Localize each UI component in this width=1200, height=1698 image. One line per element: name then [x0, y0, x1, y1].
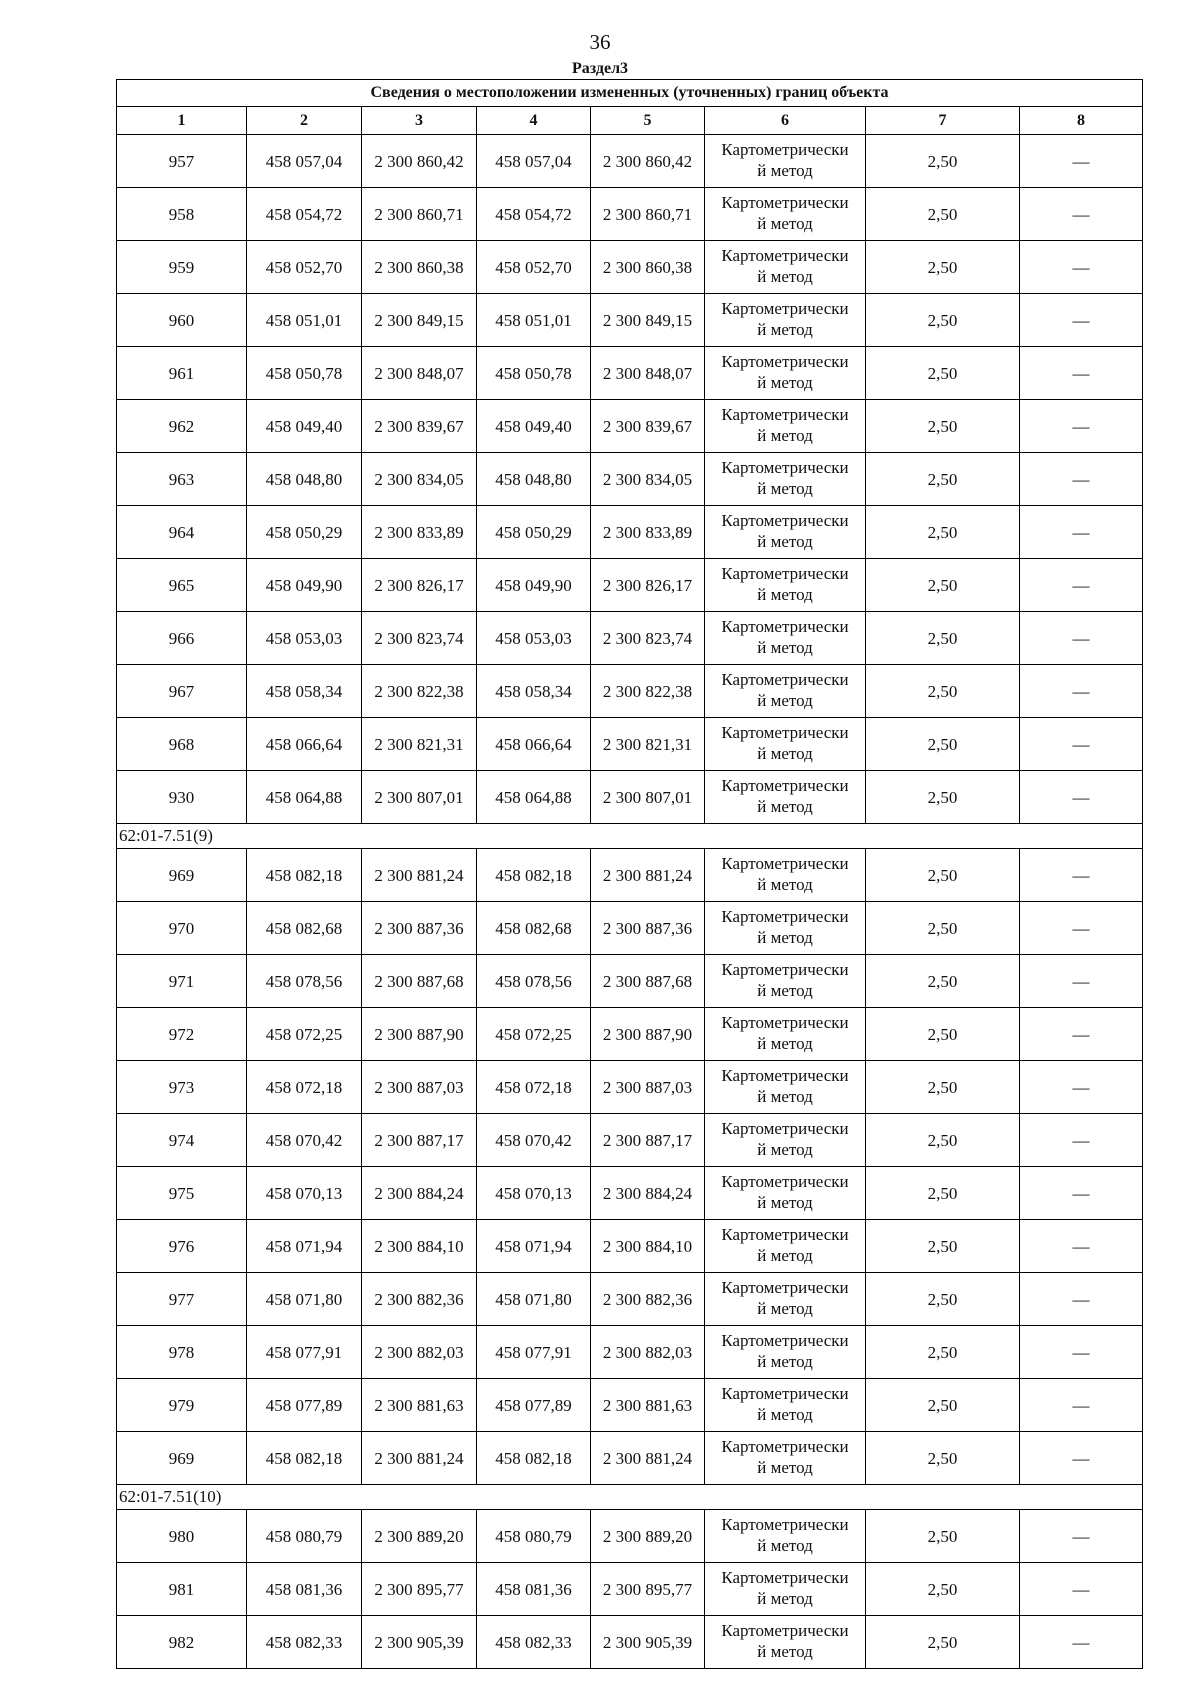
cell-x-existing: 458 054,72 — [247, 188, 362, 241]
cell-y-existing: 2 300 887,68 — [362, 955, 477, 1008]
cell-accuracy: 2,50 — [866, 241, 1020, 294]
cell-accuracy: 2,50 — [866, 1616, 1020, 1669]
cell-method: Картометрически й метод — [705, 718, 866, 771]
table-row — [117, 241, 1143, 294]
table-row — [117, 955, 1143, 1008]
cell-y-existing: 2 300 860,71 — [362, 188, 477, 241]
cell-point-number: 975 — [117, 1167, 247, 1220]
table-row — [117, 902, 1143, 955]
cell-y-existing: 2 300 887,17 — [362, 1114, 477, 1167]
table-row — [117, 559, 1143, 612]
cell-x-refined: 458 070,13 — [477, 1167, 591, 1220]
cell-y-existing: 2 300 881,63 — [362, 1379, 477, 1432]
cell-y-existing: 2 300 860,38 — [362, 241, 477, 294]
cell-accuracy: 2,50 — [866, 902, 1020, 955]
cell-method: Картометрически й метод — [705, 1326, 866, 1379]
cell-y-existing: 2 300 833,89 — [362, 506, 477, 559]
cell-point-number: 967 — [117, 665, 247, 718]
cell-y-refined: 2 300 887,03 — [591, 1061, 705, 1114]
cell-point-number: 958 — [117, 188, 247, 241]
cell-y-refined: 2 300 884,10 — [591, 1220, 705, 1273]
cell-point-number: 962 — [117, 400, 247, 453]
cell-y-refined: 2 300 860,71 — [591, 188, 705, 241]
cell-y-refined: 2 300 889,20 — [591, 1510, 705, 1563]
cell-accuracy: 2,50 — [866, 955, 1020, 1008]
cell-y-refined: 2 300 905,39 — [591, 1616, 705, 1669]
table-title-row — [117, 80, 1143, 107]
cell-y-refined: 2 300 834,05 — [591, 453, 705, 506]
table-row — [117, 1061, 1143, 1114]
cell-accuracy: 2,50 — [866, 1220, 1020, 1273]
cell-point-number: 965 — [117, 559, 247, 612]
cell-y-existing: 2 300 881,24 — [362, 1432, 477, 1485]
cell-point-number: 980 — [117, 1510, 247, 1563]
cell-x-refined: 458 071,80 — [477, 1273, 591, 1326]
cell-point-number: 964 — [117, 506, 247, 559]
cell-y-existing: 2 300 821,31 — [362, 718, 477, 771]
cell-method: Картометрически й метод — [705, 559, 866, 612]
cell-method: Картометрически й метод — [705, 1616, 866, 1669]
cell-x-refined: 458 070,42 — [477, 1114, 591, 1167]
cell-accuracy: 2,50 — [866, 665, 1020, 718]
cell-method: Картометрически й метод — [705, 1510, 866, 1563]
table-row — [117, 506, 1143, 559]
cell-y-refined: 2 300 833,89 — [591, 506, 705, 559]
table-row — [117, 665, 1143, 718]
cell-method: Картометрически й метод — [705, 1432, 866, 1485]
cell-method: Картометрически й метод — [705, 347, 866, 400]
cell-description: — — [1020, 1114, 1143, 1167]
cell-method: Картометрически й метод — [705, 506, 866, 559]
cell-point-number: 978 — [117, 1326, 247, 1379]
cell-method: Картометрически й метод — [705, 1273, 866, 1326]
cell-x-existing: 458 049,40 — [247, 400, 362, 453]
cell-y-existing: 2 300 807,01 — [362, 771, 477, 824]
column-number-row — [117, 107, 1143, 135]
cell-y-refined: 2 300 881,24 — [591, 849, 705, 902]
column-number-header: 6 — [705, 107, 866, 135]
cell-x-refined: 458 082,18 — [477, 1432, 591, 1485]
cell-y-refined: 2 300 881,24 — [591, 1432, 705, 1485]
table-row — [117, 1114, 1143, 1167]
group-label-row — [117, 1485, 1143, 1510]
cell-y-existing: 2 300 848,07 — [362, 347, 477, 400]
cell-x-existing: 458 072,18 — [247, 1061, 362, 1114]
group-label: 62:01-7.51(9) — [117, 824, 1143, 849]
cell-y-existing: 2 300 881,24 — [362, 849, 477, 902]
cell-y-refined: 2 300 823,74 — [591, 612, 705, 665]
cell-point-number: 974 — [117, 1114, 247, 1167]
cell-x-existing: 458 058,34 — [247, 665, 362, 718]
table-row — [117, 849, 1143, 902]
cell-x-refined: 458 049,40 — [477, 400, 591, 453]
cell-description: — — [1020, 135, 1143, 188]
cell-x-refined: 458 082,33 — [477, 1616, 591, 1669]
cell-description: — — [1020, 612, 1143, 665]
cell-method: Картометрически й метод — [705, 1220, 866, 1273]
cell-y-refined: 2 300 821,31 — [591, 718, 705, 771]
cell-point-number: 969 — [117, 1432, 247, 1485]
cell-method: Картометрически й метод — [705, 1114, 866, 1167]
cell-point-number: 970 — [117, 902, 247, 955]
cell-x-refined: 458 072,25 — [477, 1008, 591, 1061]
cell-accuracy: 2,50 — [866, 849, 1020, 902]
table-row — [117, 1008, 1143, 1061]
cell-x-existing: 458 082,18 — [247, 849, 362, 902]
cell-x-existing: 458 049,90 — [247, 559, 362, 612]
cell-method: Картометрически й метод — [705, 135, 866, 188]
cell-point-number: 963 — [117, 453, 247, 506]
cell-y-existing: 2 300 826,17 — [362, 559, 477, 612]
cell-y-refined: 2 300 887,90 — [591, 1008, 705, 1061]
cell-y-refined: 2 300 860,42 — [591, 135, 705, 188]
cell-description: — — [1020, 559, 1143, 612]
cell-x-existing: 458 050,29 — [247, 506, 362, 559]
cell-y-existing: 2 300 889,20 — [362, 1510, 477, 1563]
cell-y-refined: 2 300 887,36 — [591, 902, 705, 955]
section-label: Раздел3 — [571, 60, 629, 77]
cell-point-number: 957 — [117, 135, 247, 188]
cell-x-refined: 458 058,34 — [477, 665, 591, 718]
cell-accuracy: 2,50 — [866, 400, 1020, 453]
cell-x-refined: 458 081,36 — [477, 1563, 591, 1616]
cell-x-refined: 458 049,90 — [477, 559, 591, 612]
cell-accuracy: 2,50 — [866, 135, 1020, 188]
table-row — [117, 1167, 1143, 1220]
cell-description: — — [1020, 1273, 1143, 1326]
table-row — [117, 400, 1143, 453]
cell-point-number: 982 — [117, 1616, 247, 1669]
table-row — [117, 1273, 1143, 1326]
cell-x-existing: 458 064,88 — [247, 771, 362, 824]
cell-description: — — [1020, 1220, 1143, 1273]
cell-description: — — [1020, 718, 1143, 771]
cell-x-refined: 458 057,04 — [477, 135, 591, 188]
cell-y-existing: 2 300 860,42 — [362, 135, 477, 188]
cell-x-existing: 458 082,18 — [247, 1432, 362, 1485]
cell-y-refined: 2 300 887,68 — [591, 955, 705, 1008]
cell-y-refined: 2 300 887,17 — [591, 1114, 705, 1167]
cell-y-existing: 2 300 884,10 — [362, 1220, 477, 1273]
cell-x-refined: 458 051,01 — [477, 294, 591, 347]
cell-x-existing: 458 052,70 — [247, 241, 362, 294]
table-body — [117, 135, 1143, 1669]
cell-accuracy: 2,50 — [866, 771, 1020, 824]
table-title: Сведения о местоположении измененных (уточненных) границ объекта — [117, 80, 1143, 107]
cell-description: — — [1020, 1432, 1143, 1485]
cell-y-refined: 2 300 882,03 — [591, 1326, 705, 1379]
table-row — [117, 1510, 1143, 1563]
cell-description: — — [1020, 294, 1143, 347]
column-number-header: 8 — [1020, 107, 1143, 135]
cell-accuracy: 2,50 — [866, 1563, 1020, 1616]
cell-description: — — [1020, 1616, 1143, 1669]
cell-description: — — [1020, 1167, 1143, 1220]
cell-method: Картометрически й метод — [705, 188, 866, 241]
cell-description: — — [1020, 1061, 1143, 1114]
table-row — [117, 1220, 1143, 1273]
group-label-row — [117, 824, 1143, 849]
cell-point-number: 981 — [117, 1563, 247, 1616]
cell-x-existing: 458 071,94 — [247, 1220, 362, 1273]
cell-point-number: 977 — [117, 1273, 247, 1326]
cell-y-existing: 2 300 882,36 — [362, 1273, 477, 1326]
cell-method: Картометрически й метод — [705, 1008, 866, 1061]
cell-method: Картометрически й метод — [705, 1167, 866, 1220]
cell-description: — — [1020, 1563, 1143, 1616]
cell-accuracy: 2,50 — [866, 1167, 1020, 1220]
cell-description: — — [1020, 453, 1143, 506]
cell-description: — — [1020, 1379, 1143, 1432]
cell-x-existing: 458 051,01 — [247, 294, 362, 347]
cell-x-existing: 458 070,13 — [247, 1167, 362, 1220]
cell-description: — — [1020, 241, 1143, 294]
cell-method: Картометрически й метод — [705, 1061, 866, 1114]
cell-x-refined: 458 072,18 — [477, 1061, 591, 1114]
cell-point-number: 930 — [117, 771, 247, 824]
cell-y-refined: 2 300 848,07 — [591, 347, 705, 400]
cell-y-existing: 2 300 839,67 — [362, 400, 477, 453]
cell-method: Картометрически й метод — [705, 612, 866, 665]
cell-accuracy: 2,50 — [866, 1061, 1020, 1114]
cell-point-number: 979 — [117, 1379, 247, 1432]
cell-point-number: 959 — [117, 241, 247, 294]
cell-x-refined: 458 052,70 — [477, 241, 591, 294]
cell-description: — — [1020, 849, 1143, 902]
cell-x-refined: 458 048,80 — [477, 453, 591, 506]
cell-description: — — [1020, 400, 1143, 453]
cell-accuracy: 2,50 — [866, 559, 1020, 612]
cell-x-refined: 458 066,64 — [477, 718, 591, 771]
cell-point-number: 966 — [117, 612, 247, 665]
column-number-header: 5 — [591, 107, 705, 135]
cell-point-number: 968 — [117, 718, 247, 771]
cell-method: Картометрически й метод — [705, 665, 866, 718]
cell-y-existing: 2 300 823,74 — [362, 612, 477, 665]
cell-x-refined: 458 077,89 — [477, 1379, 591, 1432]
column-number-header: 7 — [866, 107, 1020, 135]
cell-accuracy: 2,50 — [866, 294, 1020, 347]
cell-description: — — [1020, 188, 1143, 241]
cell-x-refined: 458 050,29 — [477, 506, 591, 559]
column-number-header: 4 — [477, 107, 591, 135]
cell-x-refined: 458 082,68 — [477, 902, 591, 955]
cell-accuracy: 2,50 — [866, 1008, 1020, 1061]
cell-accuracy: 2,50 — [866, 1379, 1020, 1432]
cell-x-refined: 458 078,56 — [477, 955, 591, 1008]
cell-x-refined: 458 064,88 — [477, 771, 591, 824]
cell-y-refined: 2 300 881,63 — [591, 1379, 705, 1432]
cell-y-existing: 2 300 882,03 — [362, 1326, 477, 1379]
cell-y-existing: 2 300 895,77 — [362, 1563, 477, 1616]
cell-x-existing: 458 072,25 — [247, 1008, 362, 1061]
cell-accuracy: 2,50 — [866, 188, 1020, 241]
cell-method: Картометрически й метод — [705, 453, 866, 506]
cell-description: — — [1020, 665, 1143, 718]
cell-x-existing: 458 082,68 — [247, 902, 362, 955]
cell-x-existing: 458 077,91 — [247, 1326, 362, 1379]
cell-x-existing: 458 082,33 — [247, 1616, 362, 1669]
cell-accuracy: 2,50 — [866, 347, 1020, 400]
cell-description: — — [1020, 1510, 1143, 1563]
cell-accuracy: 2,50 — [866, 1273, 1020, 1326]
cell-x-existing: 458 053,03 — [247, 612, 362, 665]
cell-method: Картометрически й метод — [705, 955, 866, 1008]
cell-y-existing: 2 300 834,05 — [362, 453, 477, 506]
cell-method: Картометрически й метод — [705, 400, 866, 453]
cell-point-number: 973 — [117, 1061, 247, 1114]
cell-method: Картометрически й метод — [705, 771, 866, 824]
cell-point-number: 971 — [117, 955, 247, 1008]
table-row — [117, 1563, 1143, 1616]
cell-description: — — [1020, 902, 1143, 955]
table-row — [117, 294, 1143, 347]
cell-y-refined: 2 300 884,24 — [591, 1167, 705, 1220]
cell-x-existing: 458 071,80 — [247, 1273, 362, 1326]
cell-y-refined: 2 300 839,67 — [591, 400, 705, 453]
column-number-header: 2 — [247, 107, 362, 135]
cell-accuracy: 2,50 — [866, 506, 1020, 559]
table-row — [117, 453, 1143, 506]
cell-y-refined: 2 300 860,38 — [591, 241, 705, 294]
column-number-header: 3 — [362, 107, 477, 135]
cell-point-number: 976 — [117, 1220, 247, 1273]
cell-description: — — [1020, 506, 1143, 559]
cell-y-existing: 2 300 849,15 — [362, 294, 477, 347]
cell-y-existing: 2 300 905,39 — [362, 1616, 477, 1669]
cell-x-existing: 458 048,80 — [247, 453, 362, 506]
cell-x-existing: 458 077,89 — [247, 1379, 362, 1432]
cell-x-existing: 458 081,36 — [247, 1563, 362, 1616]
cell-description: — — [1020, 955, 1143, 1008]
table-row — [117, 1432, 1143, 1485]
cell-x-existing: 458 050,78 — [247, 347, 362, 400]
table-row — [117, 347, 1143, 400]
cell-x-existing: 458 080,79 — [247, 1510, 362, 1563]
cell-point-number: 972 — [117, 1008, 247, 1061]
cell-x-existing: 458 057,04 — [247, 135, 362, 188]
table-row — [117, 1326, 1143, 1379]
cell-description: — — [1020, 347, 1143, 400]
cell-accuracy: 2,50 — [866, 612, 1020, 665]
cell-y-refined: 2 300 882,36 — [591, 1273, 705, 1326]
cell-y-refined: 2 300 826,17 — [591, 559, 705, 612]
group-label: 62:01-7.51(10) — [117, 1485, 1143, 1510]
cell-method: Картометрически й метод — [705, 1563, 866, 1616]
cell-description: — — [1020, 1326, 1143, 1379]
cell-y-existing: 2 300 822,38 — [362, 665, 477, 718]
cell-x-refined: 458 077,91 — [477, 1326, 591, 1379]
cell-x-refined: 458 071,94 — [477, 1220, 591, 1273]
table-row — [117, 612, 1143, 665]
cell-point-number: 960 — [117, 294, 247, 347]
table-row — [117, 188, 1143, 241]
cell-point-number: 961 — [117, 347, 247, 400]
cell-x-refined: 458 050,78 — [477, 347, 591, 400]
cell-method: Картометрически й метод — [705, 241, 866, 294]
page-number: 36 — [589, 30, 611, 54]
cell-x-refined: 458 082,18 — [477, 849, 591, 902]
cell-accuracy: 2,50 — [866, 453, 1020, 506]
cell-x-existing: 458 066,64 — [247, 718, 362, 771]
cell-point-number: 969 — [117, 849, 247, 902]
table-row — [117, 135, 1143, 188]
cell-y-refined: 2 300 822,38 — [591, 665, 705, 718]
cell-x-existing: 458 070,42 — [247, 1114, 362, 1167]
cell-accuracy: 2,50 — [866, 1114, 1020, 1167]
cell-y-existing: 2 300 887,03 — [362, 1061, 477, 1114]
cell-method: Картометрически й метод — [705, 294, 866, 347]
cell-y-existing: 2 300 887,36 — [362, 902, 477, 955]
table-row — [117, 1616, 1143, 1669]
cell-x-existing: 458 078,56 — [247, 955, 362, 1008]
cell-x-refined: 458 053,03 — [477, 612, 591, 665]
coordinates-table — [116, 79, 1143, 1669]
cell-y-refined: 2 300 895,77 — [591, 1563, 705, 1616]
cell-y-refined: 2 300 849,15 — [591, 294, 705, 347]
cell-x-refined: 458 080,79 — [477, 1510, 591, 1563]
cell-description: — — [1020, 1008, 1143, 1061]
cell-description: — — [1020, 771, 1143, 824]
cell-y-refined: 2 300 807,01 — [591, 771, 705, 824]
table-row — [117, 1379, 1143, 1432]
cell-method: Картометрически й метод — [705, 902, 866, 955]
cell-accuracy: 2,50 — [866, 1510, 1020, 1563]
cell-y-existing: 2 300 884,24 — [362, 1167, 477, 1220]
cell-accuracy: 2,50 — [866, 718, 1020, 771]
column-number-header: 1 — [117, 107, 247, 135]
cell-y-existing: 2 300 887,90 — [362, 1008, 477, 1061]
cell-x-refined: 458 054,72 — [477, 188, 591, 241]
cell-method: Картометрически й метод — [705, 849, 866, 902]
cell-accuracy: 2,50 — [866, 1326, 1020, 1379]
cell-method: Картометрически й метод — [705, 1379, 866, 1432]
cell-accuracy: 2,50 — [866, 1432, 1020, 1485]
table-row — [117, 771, 1143, 824]
table-row — [117, 718, 1143, 771]
